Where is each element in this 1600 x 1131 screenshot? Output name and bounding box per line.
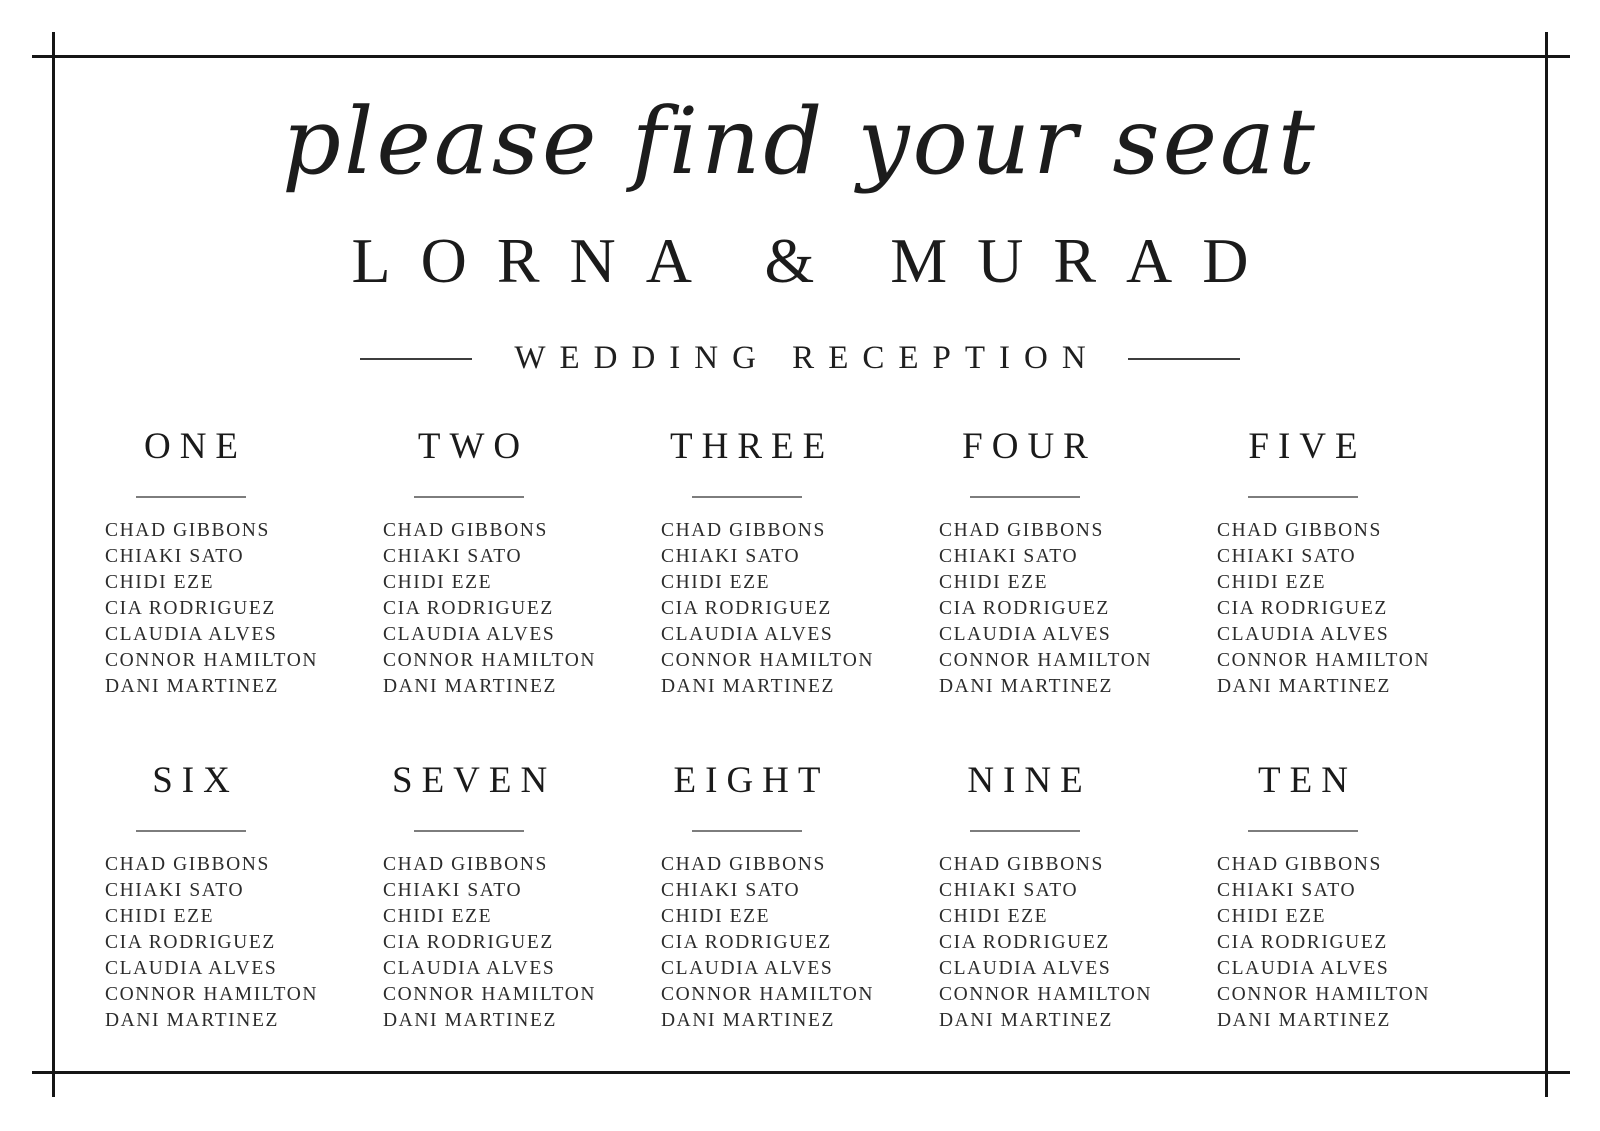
table-title: SIX	[152, 760, 239, 801]
table-underline-divider	[1248, 496, 1358, 498]
guest-name: DANI MARTINEZ	[383, 676, 557, 697]
guest-name: CIA RODRIGUEZ	[661, 932, 832, 953]
table-header	[1217, 758, 1389, 832]
guest-name: CHIDI EZE	[105, 572, 215, 593]
table-underline-divider	[136, 496, 246, 498]
guest-name: CIA RODRIGUEZ	[105, 932, 276, 953]
subtitle-right-rule	[1128, 358, 1240, 360]
guest-name: CHIAKI SATO	[939, 880, 1079, 901]
guest-name: CHIDI EZE	[661, 906, 771, 927]
table-card	[383, 424, 661, 700]
guest-name: CONNOR HAMILTON	[661, 650, 875, 671]
table-title: THREE	[670, 426, 835, 467]
guest-name: CHAD GIBBONS	[105, 854, 270, 875]
table-card	[661, 424, 939, 700]
guest-name: CHIDI EZE	[939, 572, 1049, 593]
guest-name: CHIAKI SATO	[939, 546, 1079, 567]
guest-name: DANI MARTINEZ	[105, 676, 279, 697]
guest-name: CLAUDIA ALVES	[383, 624, 556, 645]
guest-name: CHIAKI SATO	[661, 880, 801, 901]
guest-name: CONNOR HAMILTON	[383, 650, 597, 671]
guest-name: CONNOR HAMILTON	[939, 650, 1153, 671]
guest-name: CONNOR HAMILTON	[383, 984, 597, 1005]
guest-name: CHAD GIBBONS	[939, 520, 1104, 541]
guest-name: CHIDI EZE	[383, 906, 493, 927]
guest-name: CONNOR HAMILTON	[105, 984, 319, 1005]
table-underline-divider	[414, 496, 524, 498]
subtitle-left-rule	[360, 358, 472, 360]
guest-name: CLAUDIA ALVES	[939, 958, 1112, 979]
guest-name: CHIAKI SATO	[383, 546, 523, 567]
table-header	[383, 758, 555, 832]
table-underline-divider	[692, 830, 802, 832]
guest-name: CIA RODRIGUEZ	[939, 598, 1110, 619]
table-title: TEN	[1258, 760, 1357, 801]
guest-name: CHIAKI SATO	[105, 880, 245, 901]
guest-name: CHIDI EZE	[939, 906, 1049, 927]
table-header	[939, 758, 1111, 832]
table-underline-divider	[692, 496, 802, 498]
table-card	[939, 758, 1217, 1034]
guest-name: CLAUDIA ALVES	[1217, 624, 1390, 645]
guest-name: CIA RODRIGUEZ	[383, 598, 554, 619]
guest-name: CHIDI EZE	[1217, 572, 1327, 593]
table-title: NINE	[967, 760, 1092, 801]
guest-name: DANI MARTINEZ	[661, 676, 835, 697]
guest-name: CLAUDIA ALVES	[661, 624, 834, 645]
guest-name: DANI MARTINEZ	[105, 1010, 279, 1031]
guest-list	[383, 852, 661, 1034]
guest-list	[383, 518, 661, 700]
subtitle-row	[0, 340, 1600, 377]
table-card	[1217, 424, 1495, 700]
table-underline-divider	[414, 830, 524, 832]
subtitle-text: WEDDING RECEPTION	[514, 340, 1100, 376]
table-header	[105, 758, 277, 832]
table-header	[939, 424, 1111, 498]
guest-name: CHIDI EZE	[1217, 906, 1327, 927]
guest-name: CLAUDIA ALVES	[661, 958, 834, 979]
guest-list	[1217, 518, 1495, 700]
guest-name: CHIAKI SATO	[661, 546, 801, 567]
guest-name: CIA RODRIGUEZ	[661, 598, 832, 619]
guest-name: CHAD GIBBONS	[105, 520, 270, 541]
table-header	[383, 424, 555, 498]
guest-name: CIA RODRIGUEZ	[939, 932, 1110, 953]
table-header	[661, 758, 833, 832]
guest-name: DANI MARTINEZ	[939, 676, 1113, 697]
guest-name: CHAD GIBBONS	[661, 854, 826, 875]
guest-name: CLAUDIA ALVES	[105, 958, 278, 979]
table-underline-divider	[1248, 830, 1358, 832]
guest-list	[1217, 852, 1495, 1034]
table-header	[105, 424, 277, 498]
guest-name: CHIAKI SATO	[383, 880, 523, 901]
guest-name: CIA RODRIGUEZ	[105, 598, 276, 619]
couple-names-title: LORNA & MURAD	[351, 225, 1279, 296]
guest-name: CONNOR HAMILTON	[1217, 984, 1431, 1005]
table-title: TWO	[417, 426, 530, 467]
table-card	[105, 758, 383, 1034]
guest-list	[105, 852, 383, 1034]
tables-grid	[105, 424, 1495, 1034]
guest-name: DANI MARTINEZ	[939, 1010, 1113, 1031]
guest-name: CHAD GIBBONS	[383, 520, 548, 541]
guest-name: CIA RODRIGUEZ	[1217, 598, 1388, 619]
table-title: ONE	[143, 426, 248, 467]
guest-name: CONNOR HAMILTON	[1217, 650, 1431, 671]
table-card	[939, 424, 1217, 700]
guest-name: CHIDI EZE	[661, 572, 771, 593]
frame-line-bottom	[32, 1071, 1570, 1074]
table-card	[1217, 758, 1495, 1034]
table-title: FIVE	[1248, 426, 1367, 467]
guest-name: CHIAKI SATO	[105, 546, 245, 567]
guest-name: CLAUDIA ALVES	[383, 958, 556, 979]
script-heading: please find your seat	[282, 88, 1318, 195]
guest-name: CHIAKI SATO	[1217, 880, 1357, 901]
guest-list	[661, 852, 939, 1034]
guest-name: CLAUDIA ALVES	[939, 624, 1112, 645]
table-card	[105, 424, 383, 700]
table-card	[383, 758, 661, 1034]
table-title: FOUR	[962, 426, 1097, 467]
table-title: EIGHT	[673, 760, 830, 801]
guest-name: CHAD GIBBONS	[1217, 854, 1382, 875]
table-header	[1217, 424, 1389, 498]
guest-name: CONNOR HAMILTON	[105, 650, 319, 671]
guest-name: CHAD GIBBONS	[939, 854, 1104, 875]
guest-name: CHIDI EZE	[105, 906, 215, 927]
guest-name: CHAD GIBBONS	[1217, 520, 1382, 541]
guest-list	[939, 518, 1217, 700]
table-card	[661, 758, 939, 1034]
guest-name: CONNOR HAMILTON	[939, 984, 1153, 1005]
guest-name: CLAUDIA ALVES	[1217, 958, 1390, 979]
guest-name: DANI MARTINEZ	[661, 1010, 835, 1031]
table-underline-divider	[970, 830, 1080, 832]
guest-name: CIA RODRIGUEZ	[383, 932, 554, 953]
guest-name: DANI MARTINEZ	[383, 1010, 557, 1031]
guest-name: CONNOR HAMILTON	[661, 984, 875, 1005]
guest-name: CLAUDIA ALVES	[105, 624, 278, 645]
frame-line-top	[32, 55, 1570, 58]
table-underline-divider	[136, 830, 246, 832]
table-title: SEVEN	[392, 760, 557, 801]
guest-name: CHIAKI SATO	[1217, 546, 1357, 567]
guest-name: CHIDI EZE	[383, 572, 493, 593]
guest-list	[661, 518, 939, 700]
table-header	[661, 424, 833, 498]
guest-name: CHAD GIBBONS	[661, 520, 826, 541]
guest-list	[105, 518, 383, 700]
guest-list	[939, 852, 1217, 1034]
guest-name: DANI MARTINEZ	[1217, 1010, 1391, 1031]
guest-name: CIA RODRIGUEZ	[1217, 932, 1388, 953]
table-underline-divider	[970, 496, 1080, 498]
guest-name: DANI MARTINEZ	[1217, 676, 1391, 697]
guest-name: CHAD GIBBONS	[383, 854, 548, 875]
